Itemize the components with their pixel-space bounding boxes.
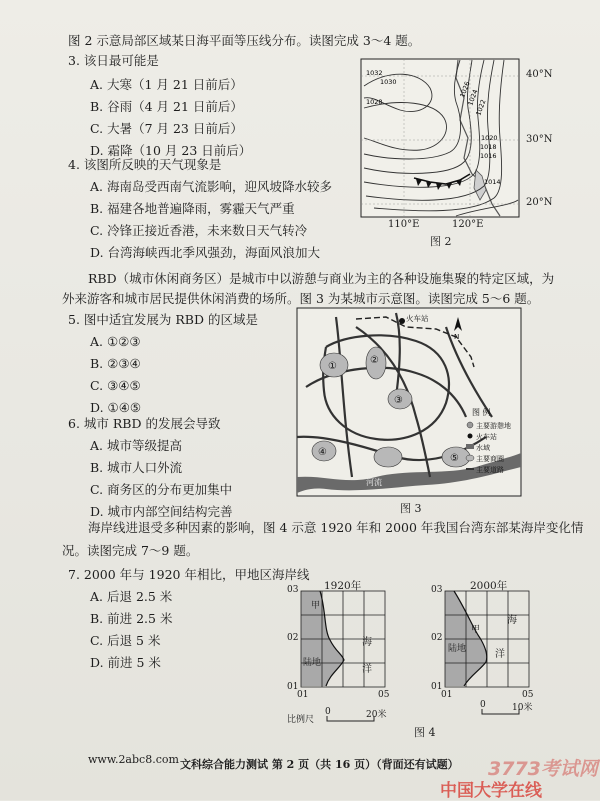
fig3-intro-line1: RBD（城市休闲商务区）是城市中以游憩与商业为主的各种设施集聚的特定区域，为 [88,271,555,286]
isobar-label-1026: 1026 [458,80,472,99]
fig4-left-year: 1920年 [324,580,362,592]
q6-option-c: C. 商务区的分布更加集中 [90,482,233,497]
fig4-left-jia: 甲 [311,601,321,611]
q5-option-d: D. ①④⑤ [90,400,142,415]
fig4-scale-right-value: 10米 [512,703,533,713]
q7-option-d: D. 前进 5 米 [90,655,161,670]
legend-commerce: 主要商圈 [476,455,504,463]
marker-4: ④ [318,447,327,458]
fig4-left-ymid: 02 [287,633,299,643]
q7-option-b: B. 前进 2.5 米 [90,611,173,626]
fig4-scale-label: 比例尺 [287,715,315,725]
legend-water-icon [466,444,474,449]
q5-option-c: C. ③④⑤ [90,378,141,393]
q5-stem: 5. 图中适宜发展为 RBD 的区域是 [68,312,258,327]
q4-option-c: C. 冷锋正接近香港，未来数日天气转冷 [90,223,308,238]
lat-20n: 20°N [526,197,553,208]
fig4-right-ybot: 01 [431,682,443,692]
isobar-label-1024: 1024 [466,88,480,107]
isobar-label-1022: 1022 [474,98,488,117]
q6-option-a: A. 城市等级提高 [90,438,182,453]
fig4-right-ymid: 02 [431,633,443,643]
fig4-scale-left-value: 20米 [366,710,387,720]
fig4-left-xleft: 01 [297,690,309,700]
fig4-scale-right-0: 0 [480,700,486,710]
q3-option-b: B. 谷雨（4 月 21 日前后） [90,99,243,114]
legend-water: 水域 [476,444,490,452]
q4-option-b: B. 福建各地普遍降雨，雾霾天气严重 [90,201,295,216]
fig4-left-land-label: 陆地 [303,658,322,668]
q6-option-b: B. 城市人口外流 [90,460,183,475]
q3-option-c: C. 大暑（7 月 23 日前后） [90,121,243,136]
q6-stem: 6. 城市 RBD 的发展会导致 [68,416,221,431]
q4-stem: 4. 该图所反映的天气现象是 [68,157,222,172]
fig4-intro-line1: 海岸线进退受多种因素的影响，图 4 示意 1920 年和 2000 年我国台湾东部某海岸变化情 [88,520,584,535]
isobar-label-1030: 1030 [380,78,397,86]
isobar-label-1032: 1032 [366,69,383,77]
fig4-right-xright: 05 [522,690,534,700]
marker-3: ③ [394,395,403,406]
fig4-right-grid [444,590,530,688]
legend-recreation-icon [467,422,473,428]
station-label: 火车站 [406,314,429,323]
lat-30n: 30°N [526,134,553,145]
fig4-left-ytop: 03 [287,585,299,595]
legend-station: 火车站 [476,433,497,441]
fig4-right-jia: 甲 [471,625,481,635]
fig4-right-sea-2: 洋 [495,649,505,660]
fig2-isobar-map [360,58,520,218]
fig4-right-ytop: 03 [431,585,443,595]
footer-site: www.2abc8.com [88,753,179,766]
q3-stem: 3. 该日最可能是 [68,53,159,68]
fig3-intro-line2: 外来游客和城市居民提供休闲消费的场所。图 3 为某城市示意图。读图完成 5～6 题。 [62,291,540,306]
q4-option-a: A. 海南岛受西南气流影响，迎风坡降水较多 [90,179,332,194]
legend-recreation: 主要游憩地 [476,422,511,430]
fig4-scale-left-0: 0 [325,707,331,717]
north-label: N [454,333,460,341]
fig4-caption: 图 4 [414,726,436,739]
fig4-left-xright: 05 [378,690,390,700]
lat-40n: 40°N [526,69,553,80]
footer-text: 文科综合能力测试 第 2 页（共 16 页）（背面还有试题） [180,758,459,771]
legend-road: 主要道路 [476,466,504,474]
marker-2: ② [370,355,379,366]
lon-120e: 120°E [452,219,484,230]
legend-station-icon [468,434,473,439]
q7-option-c: C. 后退 5 米 [90,633,161,648]
fig4-left-sea-1: 海 [362,637,372,648]
isobar-label-1028: 1028 [366,98,383,106]
q7-option-a: A. 后退 2.5 米 [90,589,173,604]
watermark-line1: 3773考试网 [488,758,598,780]
fig2-intro: 图 2 示意局部区域某日海平面等压线分布。读图完成 3～4 题。 [68,33,421,48]
q5-option-a: A. ①②③ [90,334,141,349]
fig4-left-land [301,591,344,686]
isobar-label-1014: 1014 [484,178,501,186]
q6-option-d: D. 城市内部空间结构完善 [90,504,233,519]
isobar-label-1018: 1018 [480,143,497,151]
lon-110e: 110°E [388,219,420,230]
q3-option-a: A. 大寒（1 月 21 日前后） [90,77,243,92]
river-label: 河流 [366,478,382,487]
station-icon [399,318,405,324]
fig4-right-year: 2000年 [470,580,508,592]
watermark-line2: 中国大学在线 [440,781,542,801]
marker-1: ① [328,361,337,372]
fig4-right-xleft: 01 [441,690,453,700]
fig3-caption: 图 3 [400,502,422,515]
q5-option-b: B. ②③④ [90,356,141,371]
marker-5: ⑤ [450,453,459,464]
q7-stem: 7. 2000 年与 1920 年相比，甲地区海岸线 [68,567,310,582]
fig4-intro-line2: 况。读图完成 7～9 题。 [62,543,199,558]
isobar-label-1020: 1020 [481,134,498,142]
fig4-right-land-label: 陆地 [448,644,467,654]
fig4-right-sea-1: 海 [507,615,517,626]
isobar-label-1016: 1016 [480,152,497,160]
legend-commerce-icon [466,455,474,461]
fig2-caption: 图 2 [430,235,452,248]
fig4-left-ybot: 01 [287,682,299,692]
legend-title: 图 例 [472,408,491,417]
q4-option-d: D. 台湾海峡西北季风强劲，海面风浪加大 [90,245,321,260]
fig3-city-map [296,307,522,497]
fig4-left-sea-2: 洋 [362,664,372,675]
q3-option-d: D. 霜降（10 月 23 日前后） [90,143,252,158]
